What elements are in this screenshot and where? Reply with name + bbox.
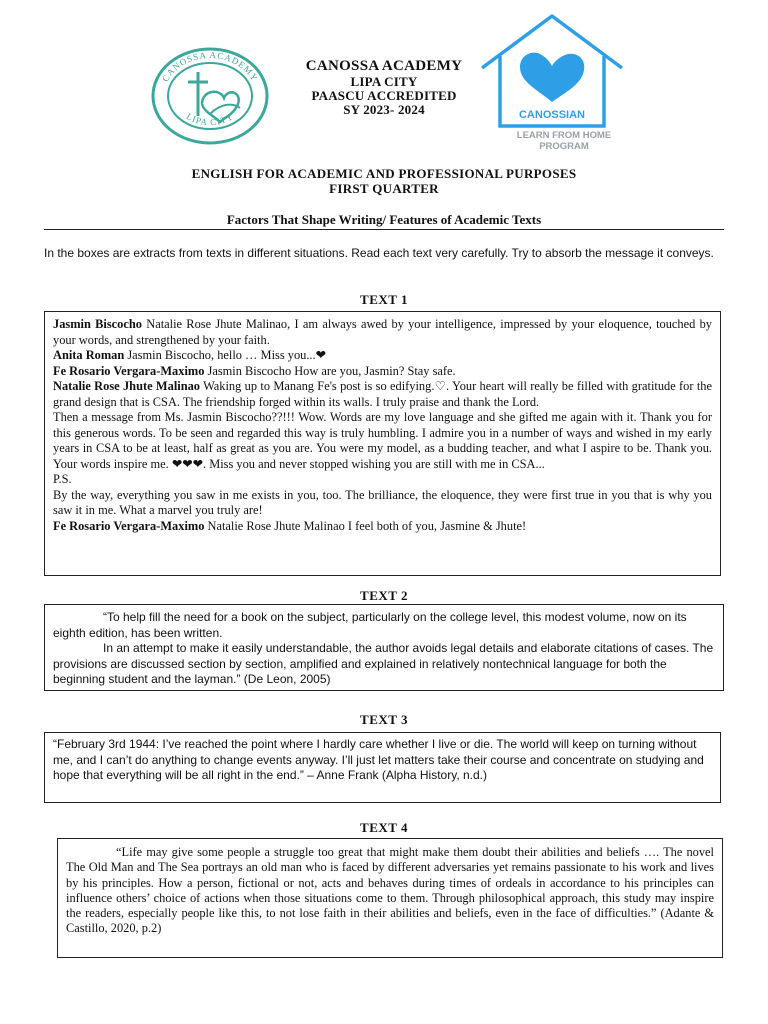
text-3-label: TEXT 3 — [360, 712, 408, 727]
comment-3-author: Fe Rosario Vergara-Maximo — [53, 363, 205, 378]
house-heart-icon — [476, 12, 628, 130]
subject-title: ENGLISH FOR ACADEMIC AND PROFESSIONAL PURPOSES — [191, 166, 577, 181]
comment-4 — [53, 379, 712, 410]
school-city: LIPA CITY — [350, 74, 418, 89]
program-logo — [476, 12, 628, 130]
comment-4-ps: P.S. — [53, 472, 72, 486]
comment-4-paragraph-3: By the way, everything you saw in me exists in you, too. The brilliance, the eloquence, they were first true in you that is why you saw it in me. What a marvel you truly are! — [53, 487, 712, 517]
comment-3 — [53, 364, 712, 380]
text-2-box — [44, 604, 724, 691]
seal-emblem-icon — [150, 46, 270, 146]
text-2-paragraph-1: “To help fill the need for a book on the subject, particularly on the college level, this modest volume, now on its eighth edition, has been written. — [53, 610, 687, 640]
instructions: In the boxes are extracts from texts in different situations. Read each text very carefully. Try to absorb the message it conveys. — [44, 246, 714, 260]
comment-5-text: Natalie Rose Jhute Malinao I feel both of you, Jasmine & Jhute! — [204, 518, 527, 533]
quarter-label: FIRST QUARTER — [329, 181, 439, 196]
program-line-2: PROGRAM — [539, 141, 589, 152]
school-header — [270, 58, 498, 117]
text-2-label: TEXT 2 — [360, 588, 408, 603]
school-seal — [150, 46, 270, 146]
comment-1 — [53, 317, 712, 348]
comment-4-paragraph-2: Then a message from Ms. Jasmin Biscocho??!!! Wow. Words are my love language and she gifted me again with it. Thank you for this generous words. To be seen and regarded this way is truly humbling. I admire you in a number of ways and wished in my early years in CSA to be at least, half as great as you are. You were my model, as a budding teacher, and what I aspire to be. Thank you. Your words inspire me. ❤❤❤. Miss you and never stopped wishing you are still with me in CSA... — [53, 410, 712, 471]
school-year: SY 2023- 2024 — [343, 102, 425, 117]
comment-5 — [53, 519, 712, 535]
program-logo-text: CANOSSIAN — [518, 109, 586, 121]
comment-4-author: Natalie Rose Jhute Malinao — [53, 379, 200, 393]
text-1-label: TEXT 1 — [360, 292, 408, 307]
comment-3-text: Jasmin Biscocho How are you, Jasmin? Stay safe. — [204, 363, 456, 378]
text-4-label: TEXT 4 — [360, 820, 408, 835]
school-name: CANOSSA ACADEMY — [305, 58, 463, 74]
comment-5-author: Fe Rosario Vergara-Maximo — [53, 518, 205, 533]
text-1-box — [44, 311, 721, 576]
comment-4-text: Waking up to Manang Fe's post is so edifying.♡. Your heart will really be filled with gratitude for the grand design that is CSA. The friendship forged within its walls. I truly praise and thank the Lord. — [53, 379, 712, 409]
seal-top-text: CANOSSA ACADEMY — [160, 49, 260, 84]
topic-divider — [44, 229, 724, 230]
comment-2-text: Jasmin Biscocho, hello … Miss you...❤ — [124, 348, 327, 362]
text-3-paragraph: “February 3rd 1944: I’ve reached the point where I hardly care whether I live or die. The world will keep on turning without me, and I can’t do anything to change events anyway. I’ll just let matters take their course and concentrate on studying and hope that everything will be all right in the end.” – Anne Frank (Alpha History, n.d.) — [53, 737, 704, 782]
comment-1-text: Natalie Rose Jhute Malinao, I am always awed by your intelligence, impressed by your eloquence, touched by your words, and strengthened by your faith. — [53, 317, 712, 347]
comment-2-author: Anita Roman — [53, 348, 125, 362]
text-2-paragraph-2: In an attempt to make it easily understandable, the author avoids legal details and elaborate citations of cases. The provisions are discussed section by section, amplified and explained in relatively nontechnical language for both the beginning student and the layman.” (De Leon, 2005) — [53, 641, 714, 686]
text-3-box — [44, 732, 721, 803]
program-line-1: LEARN FROM HOME — [516, 130, 612, 141]
program-caption — [476, 130, 652, 152]
text-4-box — [57, 838, 723, 958]
topic-title: Factors That Shape Writing/ Features of Academic Texts — [226, 212, 542, 227]
seal-bottom-text: LIPA CITY — [184, 111, 236, 128]
comment-2 — [53, 348, 712, 364]
text-4-paragraph: “Life may give some people a struggle too great that might make them doubt their abilities and beliefs …. The novel The Old Man and The Sea portrays an old man who is faced by different adversaries yet remains passionate to his work and lives by his principles. How a person, fictional or not, acts and behaves during times of ordeals in accordance to his principles can influence others’ choice of actions when those situations come to them. Through philosophical approach, this study may inspire the readers, especially people like this, to not lose faith in their abilities and beliefs, even in the face of difficulties.” (Adante & Castillo, 2020, p.2) — [66, 845, 714, 936]
comment-1-author: Jasmin Biscocho — [53, 317, 142, 331]
subject-header — [0, 166, 768, 196]
accreditation: PAASCU ACCREDITED — [311, 88, 457, 103]
